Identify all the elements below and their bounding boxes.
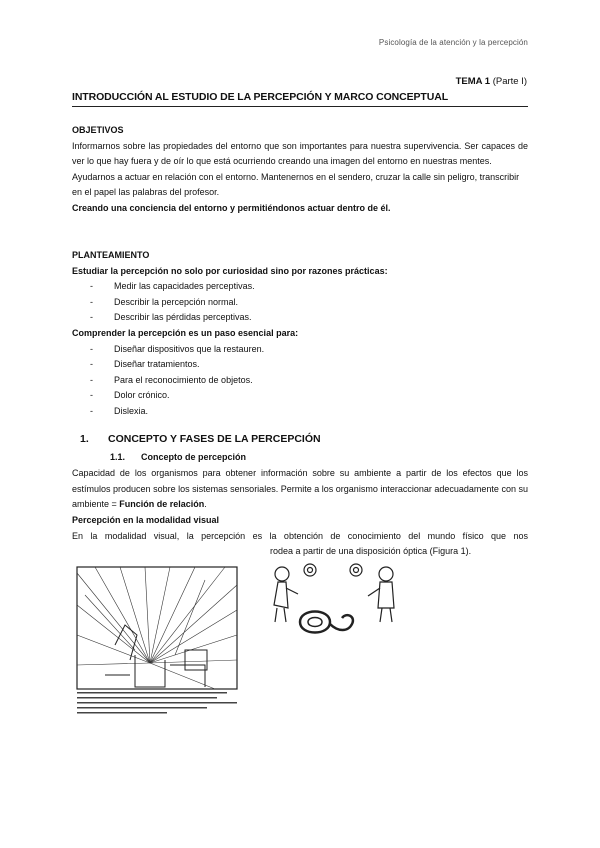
objetivos-paragraph-1: Informarnos sobre las propiedades del entorno que son importantes para nuestra supervivencia. Ser capaces de ver lo que hay fuera y de oír lo que está ocurriendo creando una imagen del entorno en nuestras mentes. <box>72 140 528 167</box>
objetivos-paragraph-2: Ayudarnos a actuar en relación con el entorno. Mantenernos en el sendero, cruzar la calle sin peligro, transcribir en el papel las palabras del profesor. <box>72 171 520 198</box>
list-item: - Diseñar tratamientos. <box>90 357 528 373</box>
section-1-heading: 1. CONCEPTO Y FASES DE LA PERCEPCIÓN <box>80 433 321 445</box>
list-item: - Describir las pérdidas perceptivas. <box>90 310 528 326</box>
objetivos-section <box>72 123 528 217</box>
title-rule <box>72 106 528 107</box>
planteamiento-section <box>72 248 528 420</box>
list-item: - Medir las capacidades perceptivas. <box>90 279 528 295</box>
funcion-relacion-term: Función de relación <box>119 499 205 510</box>
section-1-1-heading: 1.1. Concepto de percepción <box>110 452 247 462</box>
essential-step-list <box>72 342 528 420</box>
concepto-paragraph: Capacidad de los organismos para obtener información sobre su ambiente a partir de los efectos que los estímulos producen sobre los sistemas sensoriales. Permite a los organismo interaccionar adecuadamente con su ambiente = Función de relación. <box>72 468 528 510</box>
objetivos-heading: OBJETIVOS <box>72 125 124 135</box>
practical-reasons-list <box>72 279 528 326</box>
planteamiento-intro-1: Estudiar la percepción no solo por curiosidad sino por razones prácticas: <box>72 265 388 276</box>
planteamiento-intro-2: Comprender la percepción es un paso esencial para: <box>72 327 299 338</box>
running-header: Psicología de la atención y la percepción <box>378 38 528 47</box>
list-item: - Dislexia. <box>90 404 528 420</box>
optic-array-figure <box>75 565 261 723</box>
perceivers-figure <box>268 560 420 640</box>
modalidad-line-1: En la modalidad visual, la percepción es la obtención de conocimiento del mundo físico que nos <box>72 530 528 541</box>
planteamiento-heading: PLANTEAMIENTO <box>72 250 150 260</box>
list-item: - Dolor crónico. <box>90 388 528 404</box>
tema-label: TEMA 1 (Parte I) <box>455 76 527 87</box>
modalidad-line-2: rodea a partir de una disposición óptica (Figura 1). <box>270 546 472 557</box>
objetivos-paragraph-3: Creando una conciencia del entorno y permitiéndonos actuar dentro de él. <box>72 202 391 213</box>
modalidad-heading: Percepción en la modalidad visual <box>72 515 220 525</box>
list-item: - Diseñar dispositivos que la restauren. <box>90 342 528 358</box>
list-item: - Para el reconocimiento de objetos. <box>90 373 528 389</box>
page-title: INTRODUCCIÓN AL ESTUDIO DE LA PERCEPCIÓN Y MARCO CONCEPTUAL <box>72 91 449 103</box>
modalidad-section <box>72 513 528 560</box>
list-item: - Describir la percepción normal. <box>90 295 528 311</box>
